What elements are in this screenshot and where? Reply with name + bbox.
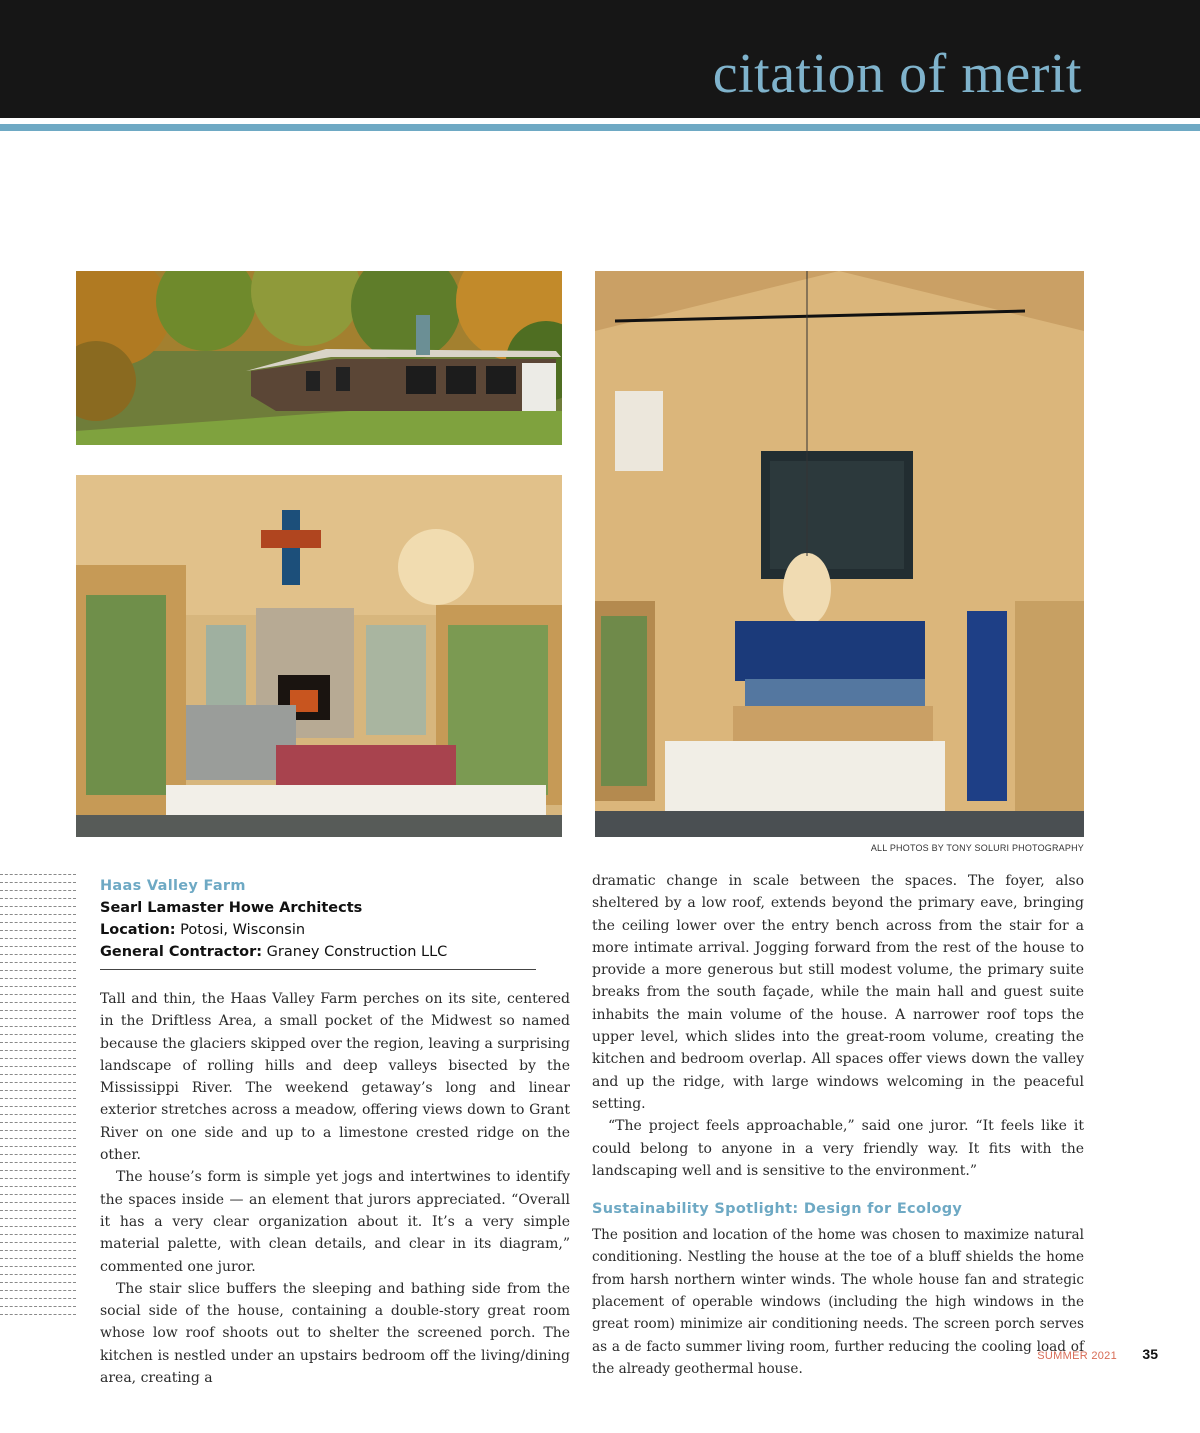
page-number: 35	[1142, 1346, 1158, 1362]
masthead-bar	[0, 0, 1200, 118]
architect-line	[100, 897, 570, 919]
paragraph-5: The position and location of the home was chosen to maximize natural conditioning. Nestling the house at the toe of a bluff shields the home from harsh northern winter winds. The whole house fan and strategic placement of operable windows (including the high windows in the great room) minimize air conditioning needs. The screen porch serves as a de facto summer living room, further reducing the cooling load of the already geothermal house.	[592, 1227, 1084, 1377]
project-name: Haas Valley Farm	[100, 878, 246, 894]
paragraph-3-continued: dramatic change in scale between the spaces. The foyer, also sheltered by a low roof, extends beyond the primary eave, bringing the ceiling lower over the entry bench across from the stair for a more intimate arrival. Jogging forward from the rest of the house to provide a more generous but still modest volume, the primary suite breaks from the south façade, while the main hall and guest suite inhabits the main volume of the house. A narrower roof tops the upper level, which slides into the great-room volume, creating the kitchen and bedroom overlap. All spaces offer views down the valley and up the ridge, with large windows welcoming in the peaceful setting.	[592, 873, 1084, 1112]
contractor-value: Graney Construction LLC	[262, 944, 448, 960]
sustainability-heading: Sustainability Spotlight: Design for Ecology	[592, 1201, 963, 1218]
living-room-photo	[76, 475, 562, 837]
location-line	[100, 919, 570, 941]
decorative-dot-rules	[0, 874, 76, 1324]
photo-credit: ALL PHOTOS BY TONY SOLURI PHOTOGRAPHY	[870, 843, 1084, 853]
great-hall-photo	[595, 271, 1084, 837]
location-value: Potosi, Wisconsin	[175, 922, 306, 938]
article-column-right	[592, 870, 1084, 1380]
section-title: citation of merit	[712, 43, 1082, 105]
contractor-label: General Contractor:	[100, 944, 263, 960]
location-label: Location:	[100, 922, 176, 938]
architect-name: Searl Lamaster Howe Architects	[100, 900, 363, 916]
meta-separator	[100, 969, 536, 970]
exterior-photo	[76, 271, 562, 445]
issue-label: SUMMER 2021	[1037, 1350, 1117, 1362]
paragraph-2: The house’s form is simple yet jogs and intertwines to identify the spaces inside — an element that jurors appreciated. “Overall it has a very clear organization about it. It’s a very simple material palette, with clean details, and clear in its diagram,” commented one juror.	[100, 1169, 570, 1275]
article-column-left	[100, 875, 570, 1389]
paragraph-1: Tall and thin, the Haas Valley Farm perches on its site, centered in the Driftless Area, a small pocket of the Midwest so named because the glaciers skipped over the region, leaving a surprising landscape of rolling hills and deep valleys bisected by the Mississippi River. The weekend getaway’s long and linear exterior stretches across a meadow, offering views down to Grant River on one side and up to a limestone crested ridge on the other.	[100, 991, 570, 1164]
contractor-line	[100, 941, 570, 963]
paragraph-3-start: The stair slice buffers the sleeping and bathing side from the social side of the house, containing a double-story great room whose low roof shoots out to shelter the screened porch. The kitchen is nestled under an upstairs bedroom off the living/dining area, creating a	[100, 1280, 570, 1387]
accent-rule	[0, 124, 1200, 131]
paragraph-4: “The project feels approachable,” said one juror. “It feels like it could belong to anyone in a very friendly way. It fits with the landscaping well and is sensitive to the environment.”	[592, 1118, 1084, 1179]
